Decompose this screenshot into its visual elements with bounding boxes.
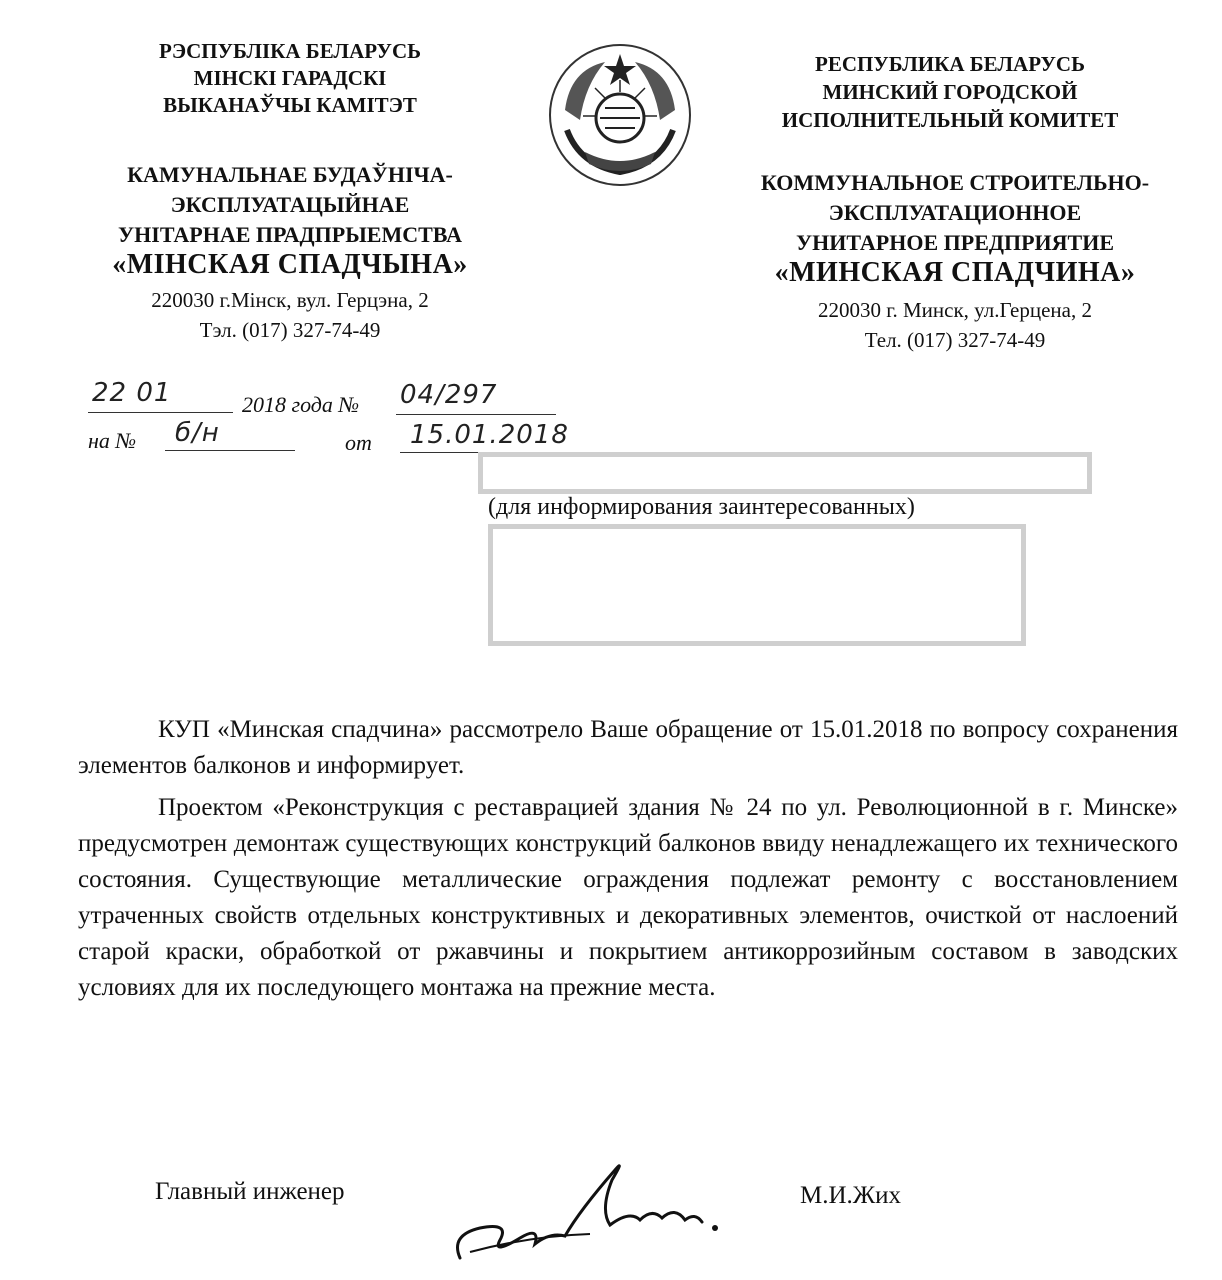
ref-label: на № — [88, 428, 137, 453]
address-ru: 220030 г. Минск, ул.Герцена, 2 — [818, 298, 1092, 322]
header-line: КАМУНАЛЬНАЕ БУДАЎНІЧА- — [127, 162, 453, 187]
year-label: 2018 года № — [242, 392, 360, 417]
header-line: МИНСКИЙ ГОРОДСКОЙ — [822, 80, 1078, 104]
header-organization-by — [60, 160, 520, 280]
header-line: МІНСКІ ГАРАДСКІ — [193, 66, 387, 90]
address-block-ru — [700, 295, 1210, 355]
handwritten-date: 22 01 — [92, 378, 172, 408]
org-name-ru: «МИНСКАЯ СПАДЧИНА» — [774, 257, 1136, 288]
underline — [396, 414, 556, 415]
recipient-note: (для информирования заинтересованных) — [488, 494, 915, 520]
handwritten-number: 04/297 — [400, 380, 498, 410]
address-by: 220030 г.Мінск, вул. Герцэна, 2 — [151, 288, 429, 312]
header-line: РЭСПУБЛІКА БЕЛАРУСЬ — [159, 39, 421, 63]
header-line: ЭКСПЛУАТАЦИОННОЕ — [828, 200, 1082, 225]
header-line: ИСПОЛНИТЕЛЬНЫЙ КОМИТЕТ — [781, 108, 1119, 132]
redacted-recipient — [478, 452, 1092, 494]
phone-ru: Тел. (017) 327-74-49 — [864, 328, 1046, 352]
from-label: от — [345, 430, 372, 455]
body-paragraph: КУП «Минская спадчина» рассмотрело Ваше обращение от 15.01.2018 по вопросу сохранения элементов балконов и информирует. — [78, 716, 1178, 779]
phone-by: Тэл. (017) 327-74-49 — [199, 318, 381, 342]
handwritten-ref-date: 15.01.2018 — [410, 420, 569, 450]
header-line: РЕСПУБЛИКА БЕЛАРУСЬ — [815, 52, 1085, 76]
header-line: УНИТАРНОЕ ПРЕДПРИЯТИЕ — [795, 230, 1115, 255]
header-line: КОММУНАЛЬНОЕ СТРОИТЕЛЬНО- — [760, 170, 1150, 195]
signatory-name: М.И.Жих — [800, 1182, 902, 1209]
address-block-by — [60, 285, 520, 345]
header-line: ЭКСПЛУАТАЦЫЙНАЕ — [170, 192, 410, 217]
header-line: ВЫКАНАЎЧЫ КАМІТЭТ — [163, 93, 417, 117]
signatory-title: Главный инженер — [155, 1178, 345, 1205]
header-line: УНІТАРНАЕ ПРАДПРЫЕМСТВА — [118, 222, 462, 247]
body-paragraph: Проектом «Реконструкция с реставрацией здания № 24 по ул. Революционной в г. Минске» предусмотрен демонтаж существующих конструкций балконов ввиду ненадлежащего их технического состояния. Существующие металлические ограждения подлежат ремонту с восстановлением утраченных свойств отдельных конструктивных и декоративных элементов, очисткой от наслоений старой краски, обработкой от ржавчины и покрытием антикоррозийным составом в заводских условиях для их последующего монтажа на прежние места. — [78, 794, 1178, 1001]
redacted-address — [488, 524, 1026, 646]
org-name-by: «МІНСКАЯ СПАДЧЫНА» — [112, 249, 468, 280]
underline — [88, 412, 233, 413]
header-organization-ru — [700, 168, 1210, 288]
header-authority-ru — [740, 50, 1160, 134]
signature-icon — [440, 1140, 740, 1270]
state-emblem-icon — [545, 40, 695, 190]
handwritten-ref-number: б/н — [175, 418, 220, 448]
underline — [165, 450, 295, 451]
header-authority-by — [80, 38, 500, 119]
